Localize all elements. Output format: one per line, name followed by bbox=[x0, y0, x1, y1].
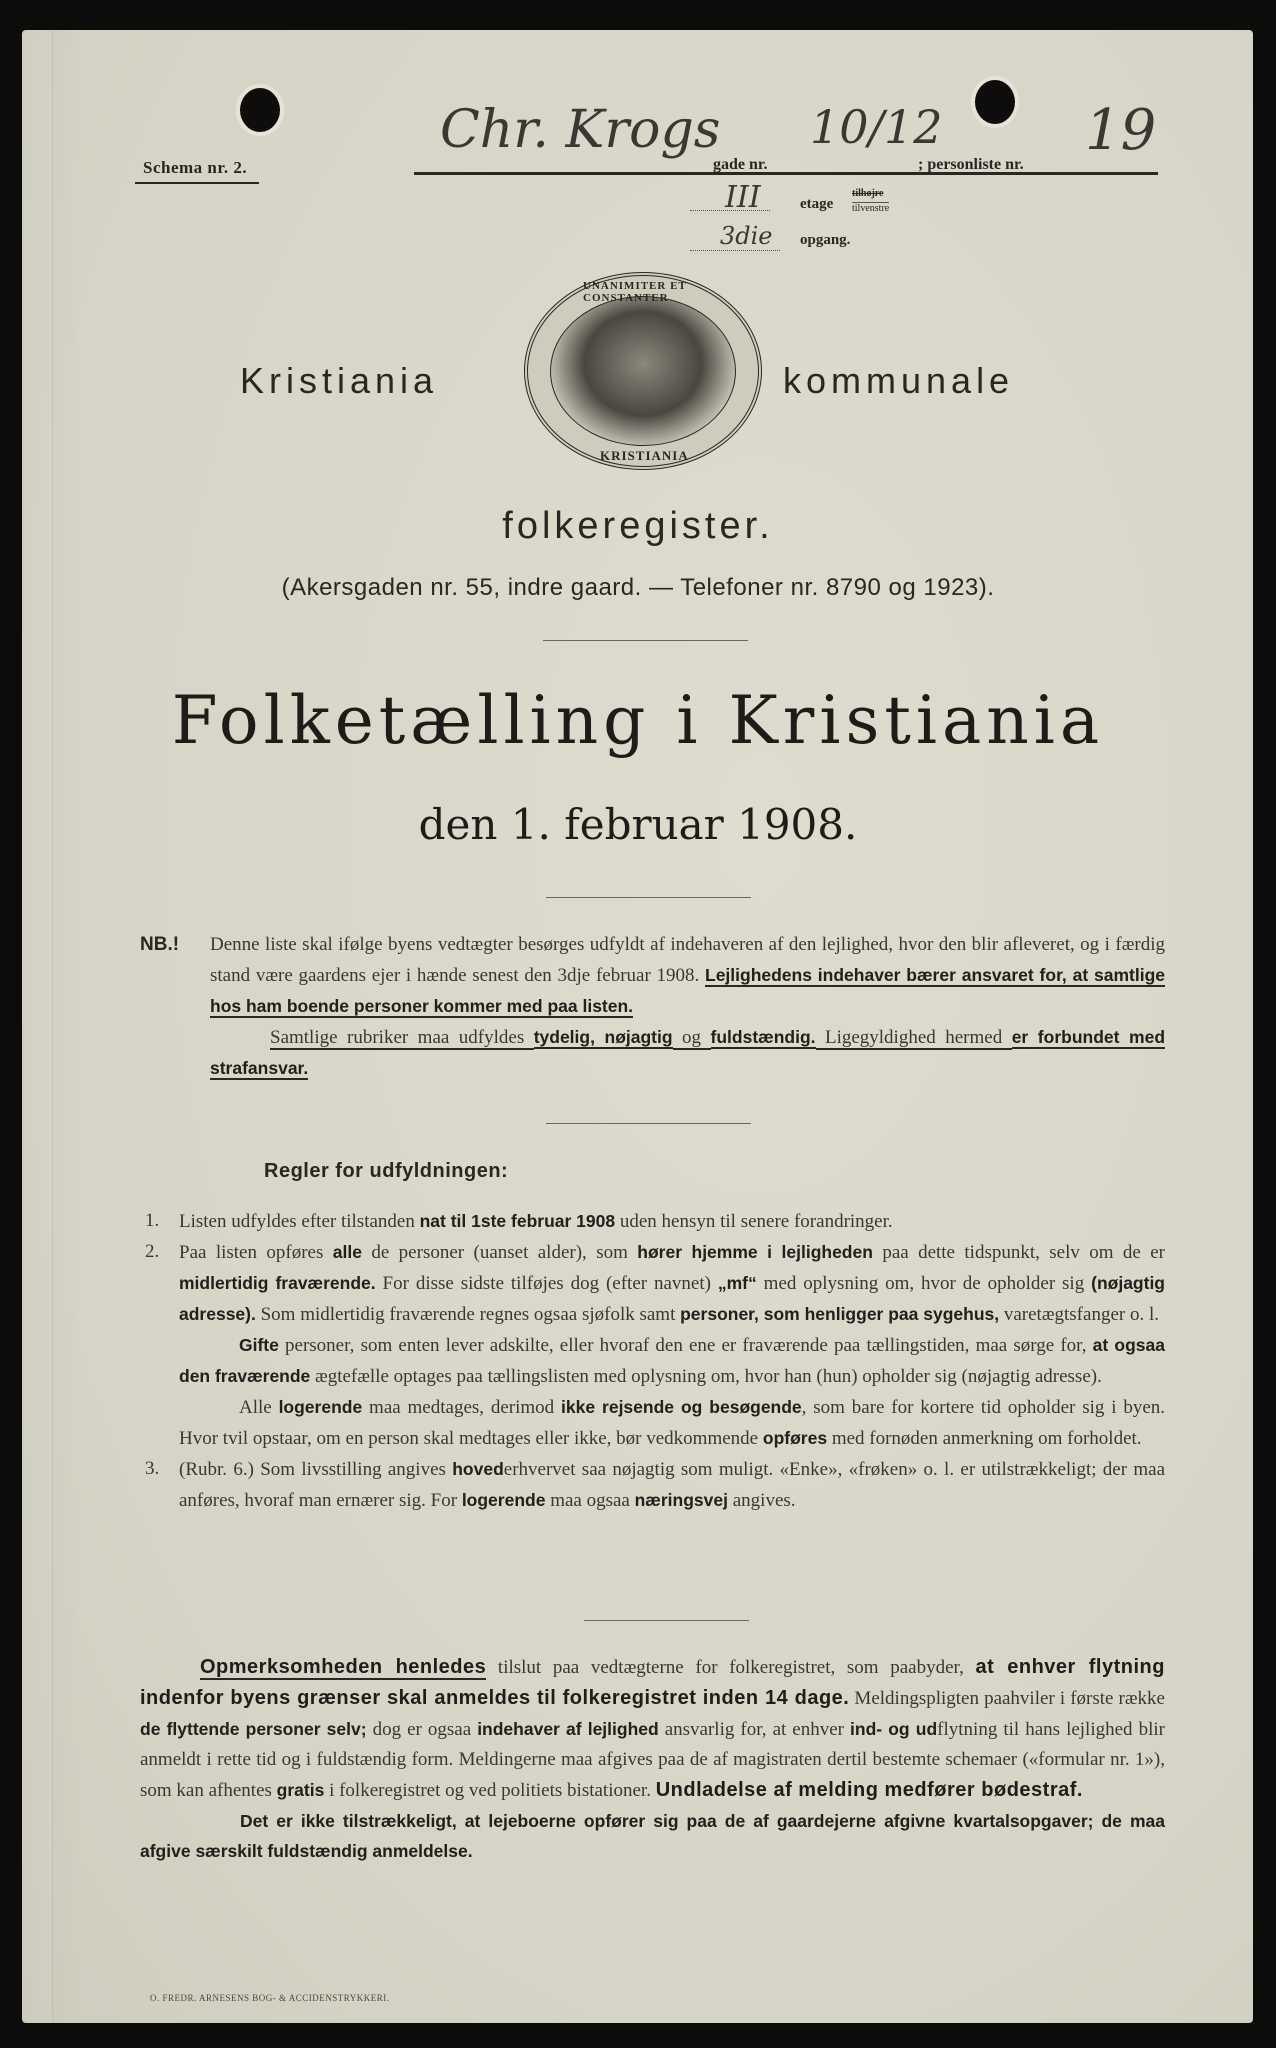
side-option-selected: tilvenstre bbox=[852, 203, 890, 214]
seal-city: KRISTIANIA bbox=[600, 448, 689, 463]
nb-emphasis: Lejlighedens indehaver bærer ansvaret for, at samtlige hos ham boende personer kommer med paa listen. bbox=[210, 965, 1165, 1016]
header-contact: (Akersgaden nr. 55, indre gaard. — Telefoner nr. 8790 og 1923). bbox=[281, 574, 995, 601]
nb-text: Samtlige rubriker maa udfyldes bbox=[270, 1027, 534, 1048]
header-kristiania: Kristiania bbox=[240, 360, 439, 401]
page-title: Folketælling i Kristiania bbox=[171, 682, 1105, 759]
divider bbox=[546, 1123, 751, 1124]
etage-handwritten: III bbox=[725, 180, 761, 215]
street-handwritten: Chr. Krogs bbox=[440, 100, 721, 160]
opgang-label: opgang. bbox=[800, 232, 851, 248]
header-kommunale: kommunale bbox=[783, 360, 1015, 401]
opgang-handwritten: 3die bbox=[720, 222, 773, 250]
nb-text: Ligegyldighed hermed bbox=[815, 1027, 1012, 1048]
nb-text: Denne liste skal ifølge byens vedtægter besørges udfyldt af indehaveren af den lejlighed, hvor den blir afleveret, og i færdig stand være gaardens ejer i hænde senest den 3dje februar 1908. bbox=[210, 934, 1165, 986]
divider bbox=[584, 1620, 749, 1621]
city-seal bbox=[524, 272, 762, 470]
rule-item-2 bbox=[145, 1237, 1165, 1454]
rule-number: 3. bbox=[145, 1458, 160, 1479]
nb-text: og bbox=[672, 1027, 711, 1048]
notice-main: Opmerksomheden henledes tilslut paa vedtægterne for folkeregistret, som paabyder, at enhver flytning indenfor byens grænser skal anmeldes til folkeregistret inden 14 dage. Meldingspligten paahviler i første række de flyttende personer selv; dog er ogsaa indehaver af lejlighed ansvarlig for, at enhver ind- og udflytning til hans lejlighed blir anmeldt i rette tid og i fuldstændig form. Meldingerne maa afgives paa de af magistraten dertil bestemte schemaer («formular nr. 1»), som kan afhentes gratis i folkeregistret og ved politiets bistationer. Undladelse af melding medfører bødestraf. bbox=[140, 1656, 1165, 1801]
folded-edge bbox=[22, 30, 53, 2023]
notice-second: Det er ikke tilstrækkeligt, at lejeboerne opfører sig paa de af gaardejerne afgivne kvartalsopgaver; de maa afgive særskilt fuldstændig anmeldelse. bbox=[140, 1811, 1165, 1861]
printer-imprint: O. FREDR. ARNESENS BOG- & ACCIDENSTRYKKERI. bbox=[150, 1993, 390, 2003]
etage-label: etage bbox=[800, 196, 834, 212]
nb-emphasis: fuldstændig. bbox=[710, 1027, 816, 1047]
gade-label: gade nr. bbox=[713, 156, 768, 173]
rule-2-married: Gifte personer, som enten lever adskilte, eller hvoraf den ene er fraværende paa tællingstiden, maa sørge for, at ogsaa den fraværende ægtefælle optages paa tællingslisten med oplysning om, hvor han (hun) opholder sig (nøjagtig adresse). bbox=[179, 1335, 1166, 1387]
punch-hole-right bbox=[975, 80, 1015, 124]
nb-emphasis: tydelig, nøjagtig bbox=[533, 1027, 673, 1047]
divider bbox=[543, 640, 748, 641]
rule-2-lodgers: Alle logerende maa medtages, derimod ikke rejsende og besøgende, som bare for kortere tid opholder sig i byen. Hvor tvil opstaar, om en person skal medtages eller ikke, bør vedkommende opføres med fornøden anmerkning om forholdet. bbox=[179, 1397, 1166, 1449]
divider bbox=[546, 897, 751, 898]
schema-number: Schema nr. 2. bbox=[135, 158, 259, 184]
gade-number-handwritten: 10/12 bbox=[810, 100, 943, 154]
rule-item-1 bbox=[145, 1206, 1165, 1237]
nb-paragraph-2 bbox=[210, 1022, 1165, 1084]
side-option-struck: tilhøjre bbox=[852, 188, 884, 199]
rule-number: 1. bbox=[145, 1210, 160, 1231]
header-folkeregister: folkeregister. bbox=[502, 505, 774, 547]
rule-item-3 bbox=[145, 1454, 1165, 1516]
rules-list bbox=[145, 1206, 1165, 1516]
rule-text: Listen udfyldes efter tilstanden nat til 1ste februar 1908 uden hensyn til senere forandringer. bbox=[179, 1211, 893, 1232]
seal-figure-icon bbox=[550, 296, 736, 446]
nb-label: NB.! bbox=[140, 934, 180, 955]
rule-number: 2. bbox=[145, 1241, 160, 1262]
rules-heading: Regler for udfyldningen: bbox=[264, 1160, 509, 1182]
nb-emphasis: er forbundet med strafansvar. bbox=[210, 1027, 1166, 1078]
rule-text: (Rubr. 6.) Som livsstilling angives hovederhvervet saa nøjagtig som muligt. «Enke», «frøken» o. l. er utilstrækkeligt; der maa anføres, hvoraf man ernærer sig. For logerende maa ogsaa næringsvej angives. bbox=[179, 1459, 1165, 1511]
rule-text: Paa listen opføres alle de personer (uanset alder), som hører hjemme i lejligheden paa dette tidspunkt, selv om de er midlertidig fraværende. For disse sidste tilføjes dog (efter navnet) „mf“ med oplysning om, hvor de opholder sig (nøjagtig adresse). Som midlertidig fraværende regnes ogsaa sjøfolk samt personer, som henligger paa sygehus, varetægtsfanger o. l. Gifte personer, som enten lever adskilte, eller hvoraf den ene er fraværende paa tællingstiden, maa sørge for, at ogsaa den fraværende ægtefælle optages paa tællingslisten med oplysning om, hvor han (hun) opholder sig (nøjagtig adresse). Alle logerende maa medtages, derimod ikke rejsende og besøgende, som bare for kortere tid opholder sig i byen. Hvor tvil opstaar, om en person skal medtages eller ikke, bør vedkommende opføres med fornøden anmerkning om forholdet. bbox=[179, 1237, 1165, 1454]
personliste-label: ; personliste nr. bbox=[918, 156, 1024, 173]
personliste-number-handwritten: 19 bbox=[1085, 98, 1157, 163]
punch-hole-left bbox=[240, 88, 280, 132]
notice-paragraph bbox=[140, 1652, 1165, 1866]
seal-motto: UNANIMITER ET CONSTANTER bbox=[583, 280, 687, 304]
address-line bbox=[414, 172, 1158, 175]
opgang-field-line bbox=[690, 250, 780, 251]
nb-paragraph bbox=[210, 930, 1165, 1084]
page-subtitle-date: den 1. februar 1908. bbox=[418, 800, 858, 849]
